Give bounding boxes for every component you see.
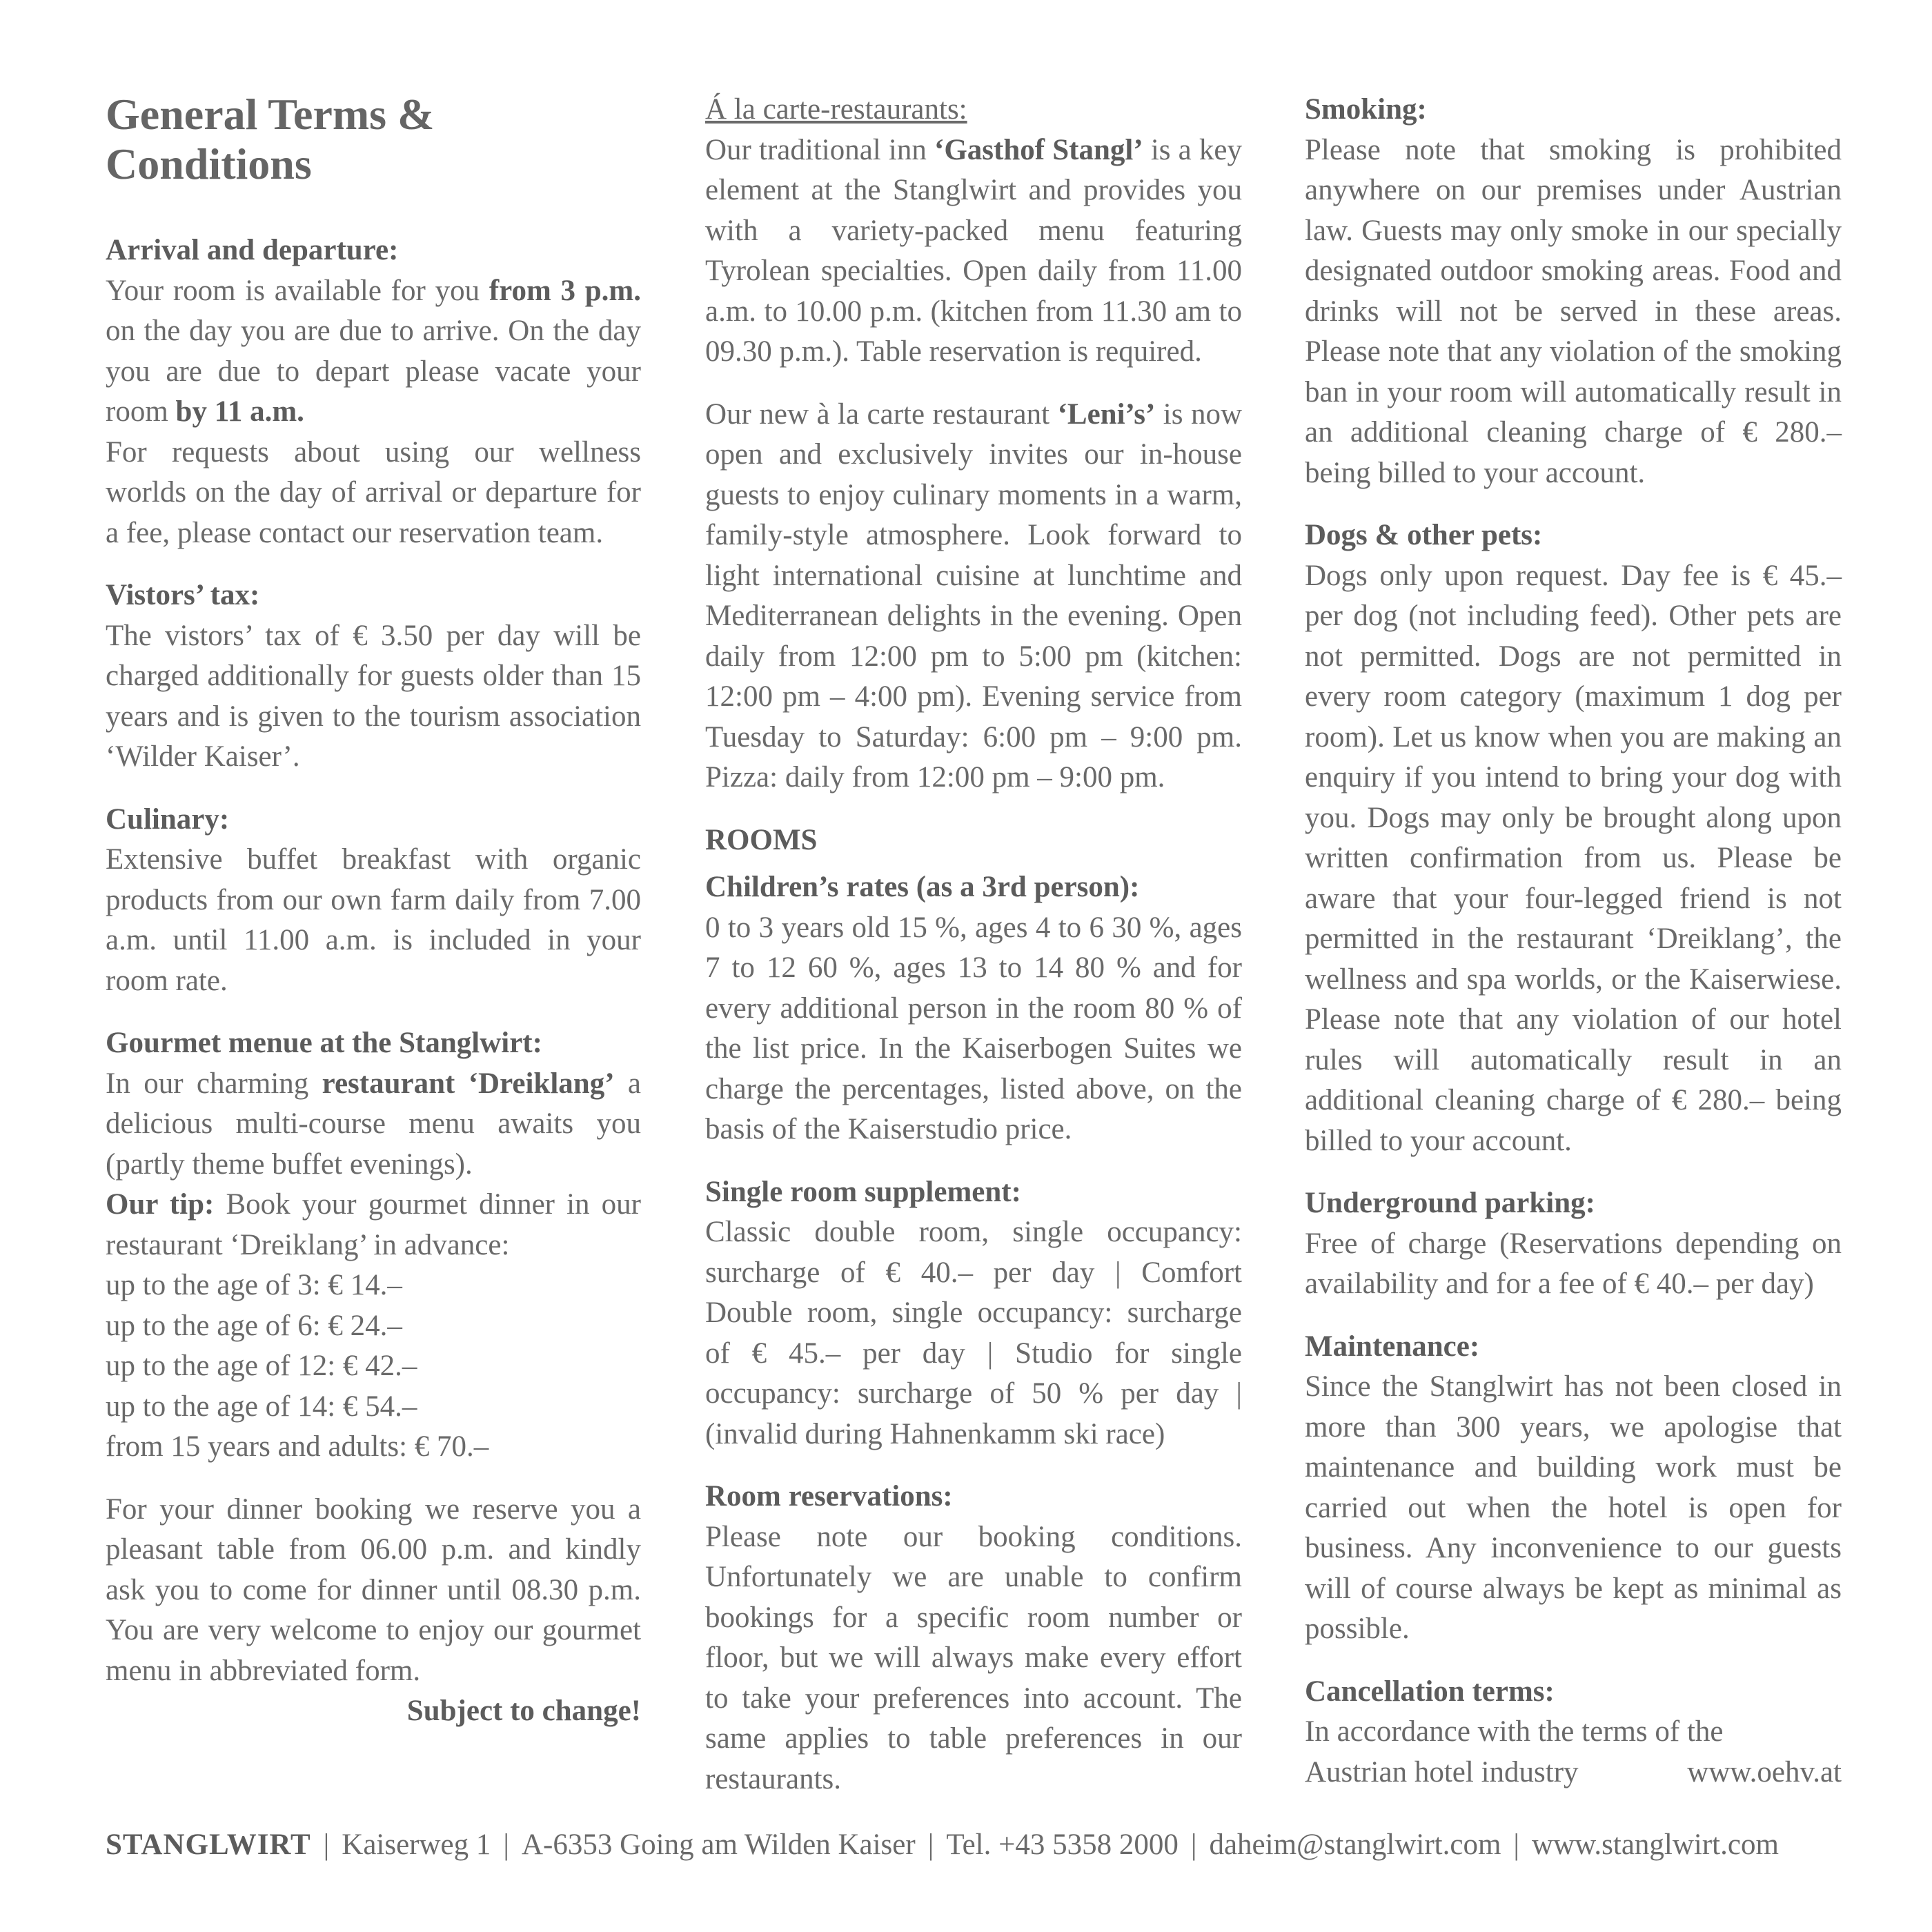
arrival-text-part: Your room is available for you bbox=[106, 274, 489, 307]
footer-separator: | bbox=[1513, 1828, 1520, 1861]
rooms-heading: ROOMS bbox=[705, 823, 818, 856]
maintenance-text: Since the Stanglwirt has not been closed in more than 300 years, we apologise that maintenance and building work must be carried out when the hotel is open for business. Any inconvenience to our guests will of course always be kept as minimal as possible. bbox=[1305, 1370, 1842, 1645]
footer-separator: | bbox=[323, 1828, 330, 1861]
alacarte-heading: Á la carte-restaurants: bbox=[705, 93, 967, 126]
column-left bbox=[106, 90, 641, 1732]
section-dinner-booking bbox=[106, 1490, 641, 1732]
footer-phone[interactable]: Tel. +43 5358 2000 bbox=[946, 1828, 1179, 1861]
section-parking bbox=[1305, 1183, 1842, 1305]
gourmet-tip bbox=[106, 1185, 641, 1265]
gasthof-text-part: is a key element at the Stanglwirt and provides you with a variety-packed menu featuring Tyrolean specialties. Open daily from 11.00 a.m. to 10.00 p.m. (kitchen from 11.30 am to 09.30 p.m.). Table reservation is required. bbox=[705, 133, 1243, 368]
culinary-text: Extensive buffet breakfast with organic products from our own farm daily from 7.00 a.m. until 11.00 a.m. is included in your room rate. bbox=[106, 843, 641, 997]
footer-email[interactable]: daheim@stanglwirt.com bbox=[1209, 1828, 1501, 1861]
section-single-room bbox=[705, 1172, 1242, 1455]
column-right bbox=[1305, 90, 1842, 1793]
parking-text: Free of charge (Reservations depending on availability and for a fee of € 40.– per day) bbox=[1305, 1227, 1842, 1300]
section-gourmet bbox=[106, 1023, 641, 1468]
page-title: General Terms & Conditions bbox=[106, 90, 435, 188]
gourmet-price-list bbox=[106, 1265, 641, 1468]
gasthof-name: ‘Gasthof Stangl’ bbox=[934, 133, 1143, 166]
price-item: up to the age of 6: € 24.– bbox=[106, 1309, 402, 1342]
price-item: from 15 years and adults: € 70.– bbox=[106, 1430, 489, 1463]
lenis-text-part: Our new à la carte restaurant bbox=[705, 397, 1058, 431]
footer-website[interactable]: www.stanglwirt.com bbox=[1532, 1828, 1779, 1861]
gourmet-text bbox=[106, 1064, 641, 1185]
cancellation-line2: Austrian hotel industry bbox=[1305, 1755, 1579, 1788]
arrival-heading: Arrival and departure: bbox=[106, 234, 399, 266]
footer-separator: | bbox=[1190, 1828, 1197, 1861]
arrival-text-part: on the day you are due to arrive. On the day you are due to depart please vacate your room bbox=[106, 315, 641, 428]
smoking-text: Please note that smoking is prohibited anywhere on our premises under Austrian law. Guests may only smoke in our specially designated outdoor smoking areas. Food and drinks will not be served in these areas. Please note that any violation of the smoking ban in your room will automatically result in an additional cleaning charge of € 280.– being billed to your account. bbox=[1305, 133, 1842, 489]
dogs-heading: Dogs & other pets: bbox=[1305, 519, 1543, 551]
subject-to-change: Subject to change! bbox=[406, 1695, 641, 1727]
section-alacarte bbox=[705, 90, 1242, 798]
footer-city: A-6353 Going am Wilden Kaiser bbox=[522, 1828, 916, 1861]
tax-heading: Vistors’ tax: bbox=[106, 579, 260, 611]
section-dogs bbox=[1305, 515, 1842, 1161]
maintenance-heading: Maintenance: bbox=[1305, 1330, 1480, 1363]
section-smoking bbox=[1305, 90, 1842, 493]
price-item: up to the age of 14: € 54.– bbox=[106, 1390, 417, 1423]
children-heading: Children’s rates (as a 3rd person): bbox=[705, 871, 1140, 903]
lenis-text bbox=[705, 395, 1242, 798]
booking-text: For your dinner booking we reserve you a pleasant table from 06.00 p.m. and kindly ask you to come for dinner until 08.30 p.m. You are very welcome to enjoy our gourmet menu in abbreviated form. bbox=[106, 1492, 641, 1687]
single-heading: Single room supplement: bbox=[705, 1175, 1021, 1208]
arrival-time: from 3 p.m. bbox=[489, 274, 641, 307]
lenis-text-part: is now open and exclusively invites our in-house guests to enjoy culinary moments in a warm, family-style atmosphere. Look forward to light international cuisine at lunchtime and Mediterranean delights in the evening. Open daily from 12:00 pm to 5:00 pm (kitchen: 12:00 pm – 4:00 pm). Evening service from Tuesday to Saturday: 6:00 pm – 9:00 pm. Pizza: daily from 12:00 pm – 9:00 pm. bbox=[705, 397, 1242, 793]
footer-separator: | bbox=[503, 1828, 509, 1861]
culinary-heading: Culinary: bbox=[106, 802, 230, 836]
departure-time: by 11 a.m. bbox=[175, 395, 304, 428]
section-visitors-tax bbox=[106, 575, 641, 778]
arrival-wellness-text: For requests about using our wellness worlds on the day of arrival or departure for a fee, please contact our reservation team. bbox=[106, 435, 641, 549]
section-culinary bbox=[106, 800, 641, 1002]
footer-address: Kaiserweg 1 bbox=[342, 1828, 491, 1861]
section-reservations bbox=[705, 1477, 1242, 1800]
gourmet-text-part: In our charming bbox=[106, 1067, 322, 1100]
cancellation-heading: Cancellation terms: bbox=[1305, 1675, 1555, 1708]
gasthof-text-part: Our traditional inn bbox=[705, 133, 935, 166]
parking-heading: Underground parking: bbox=[1305, 1187, 1595, 1219]
section-rooms bbox=[705, 820, 1242, 1150]
lenis-name: ‘Leni’s’ bbox=[1057, 397, 1156, 431]
smoking-heading: Smoking: bbox=[1305, 93, 1427, 126]
single-text: Classic double room, single occupancy: surcharge of € 40.– per day | Comfort Double room, single occupancy: surcharge of € 45.– per day | Studio for single occupancy: surcharge of 50 % per day | (invalid during Hahnenkamm ski race) bbox=[705, 1216, 1242, 1450]
gasthof-text bbox=[705, 130, 1242, 373]
section-maintenance bbox=[1305, 1327, 1842, 1650]
tip-label: Our tip: bbox=[106, 1188, 215, 1221]
oehv-link[interactable]: www.oehv.at bbox=[1687, 1755, 1842, 1788]
dogs-text: Dogs only upon request. Day fee is € 45.– per dog (not including feed). Other pets are not permitted. Dogs are not permitted in every room category (maximum 1 dog per room). Let us know when you are making an enquiry if you intend to bring your dog with you. Dogs may only be brought along upon written confirmation from us. Please be aware that your four-legged friend is not permitted in the restaurant ‘Dreiklang’, the wellness and spa worlds, or the Kaiserwiese. Please note that any violation of our hotel rules will automatically result in an additional cleaning charge of € 280.– being billed to your account. bbox=[1305, 559, 1842, 1157]
footer-brand: STANGLWIRT bbox=[106, 1828, 311, 1861]
arrival-text bbox=[106, 271, 641, 433]
column-middle bbox=[705, 90, 1242, 1800]
section-cancellation bbox=[1305, 1672, 1842, 1793]
reservations-heading: Room reservations: bbox=[705, 1480, 953, 1512]
price-item: up to the age of 12: € 42.– bbox=[106, 1350, 417, 1382]
gourmet-heading: Gourmet menue at the Stanglwirt: bbox=[106, 1027, 542, 1059]
section-arrival bbox=[106, 230, 641, 553]
price-item: up to the age of 3: € 14.– bbox=[106, 1269, 402, 1301]
cancellation-line1: In accordance with the terms of the bbox=[1305, 1715, 1724, 1748]
children-text: 0 to 3 years old 15 %, ages 4 to 6 30 %, ages 7 to 12 60 %, ages 13 to 14 80 % and for every additional person in the room 80 % of the list price. In the Kaiserbogen Suites we charge the percentages, listed above, on the basis of the Kaiserstudio price. bbox=[705, 911, 1242, 1145]
footer bbox=[106, 1825, 1842, 1865]
reservations-text: Please note our booking conditions. Unfortunately we are unable to confirm bookings for a specific room number or floor, but we will always make every effort to take your preferences into account. The same applies to table preferences in our restaurants. bbox=[705, 1520, 1242, 1795]
tax-text: The vistors’ tax of € 3.50 per day will be charged additionally for guests older than 15 years and is given to the tourism association ‘Wilder Kaiser’. bbox=[106, 619, 641, 773]
footer-separator: | bbox=[927, 1828, 934, 1861]
tip-text: Book your gourmet dinner in our restaurant ‘Dreiklang’ in advance: bbox=[106, 1188, 642, 1261]
cancellation-line2-row bbox=[1305, 1753, 1842, 1793]
gourmet-text-part: a delicious multi-course menu awaits you (partly theme buffet evenings). bbox=[106, 1067, 641, 1181]
gourmet-restaurant: restaurant ‘Dreiklang’ bbox=[322, 1067, 615, 1100]
